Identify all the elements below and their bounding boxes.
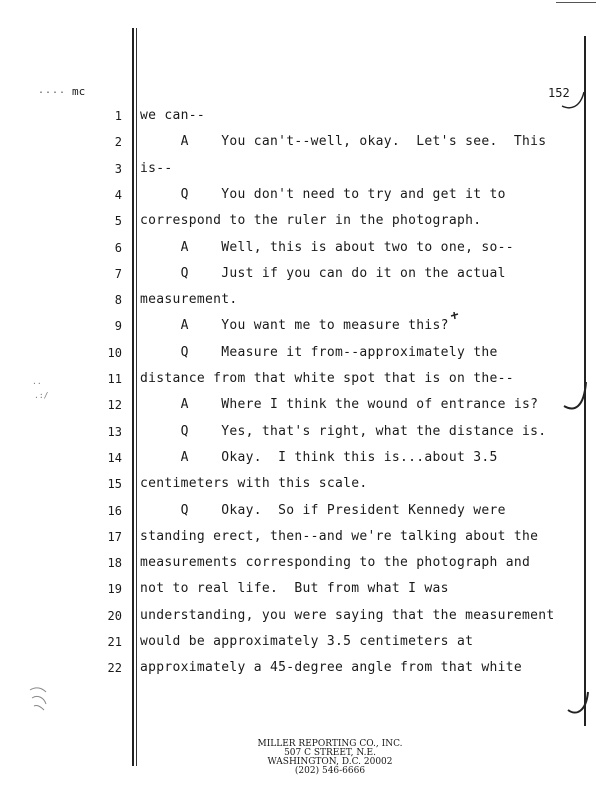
transcript-line: measurements corresponding to the photograph and bbox=[140, 555, 531, 571]
line-number: 11 bbox=[107, 372, 122, 386]
line-number: 6 bbox=[114, 240, 122, 255]
bottom-bracket-mark bbox=[566, 690, 590, 720]
transcript-line: centimeters with this scale. bbox=[140, 476, 368, 492]
transcript-line: A You can't--well, okay. Let's see. This bbox=[140, 134, 547, 150]
line-number: 17 bbox=[107, 529, 122, 544]
line-number: 5 bbox=[114, 214, 122, 229]
transcript-line: A Well, this is about two to one, so-- bbox=[140, 239, 514, 255]
transcript-line: understanding, you were saying that the measurement bbox=[140, 607, 555, 623]
line-number: 12 bbox=[107, 398, 122, 413]
transcript-line: Q You don't need to try and get it to bbox=[140, 186, 506, 202]
transcript-line: not to real life. But from what I was bbox=[140, 581, 449, 597]
left-margin-rule-inner bbox=[136, 28, 137, 766]
transcript-line: A Where I think the wound of entrance is? bbox=[140, 397, 539, 413]
line-number: 21 bbox=[107, 635, 122, 649]
line-number: 10 bbox=[107, 345, 122, 360]
transcript-line: Q Just if you can do it on the actual bbox=[140, 265, 506, 281]
transcript-line: standing erect, then--and we're talking about the bbox=[140, 528, 539, 544]
footer-street: 507 C STREET, N.E. bbox=[284, 748, 376, 758]
transcript-line: A You want me to measure this? bbox=[140, 318, 449, 334]
footer-phone: (202) 546-6666 bbox=[294, 766, 366, 776]
line-number: 22 bbox=[107, 661, 122, 676]
transcript-line: is-- bbox=[140, 160, 173, 176]
line-number: 14 bbox=[107, 450, 122, 465]
line-number: 4 bbox=[114, 187, 122, 202]
footer-city: WASHINGTON, D.C. 20002 bbox=[267, 757, 393, 767]
transcript-line: would be approximately 3.5 centimeters at bbox=[140, 634, 474, 649]
line-number: 7 bbox=[114, 266, 122, 281]
line-number: 16 bbox=[107, 503, 122, 518]
transcript-line: Q Okay. So if President Kennedy were bbox=[140, 502, 506, 518]
left-margin-smudge bbox=[26, 684, 52, 714]
line-number: 13 bbox=[107, 424, 122, 439]
left-margin-rule bbox=[132, 28, 134, 766]
transcript-line: Q Measure it from--approximately the bbox=[140, 344, 498, 360]
line-number: 19 bbox=[107, 582, 122, 597]
transcript-line: Q Yes, that's right, what the distance is. bbox=[140, 423, 547, 439]
line-number: 18 bbox=[107, 556, 122, 571]
svg-text:.:/: .:/ bbox=[34, 391, 49, 400]
header-dots: .... bbox=[38, 85, 67, 96]
svg-text:..: .. bbox=[32, 377, 42, 386]
left-margin-specks bbox=[30, 372, 50, 406]
line-number: 15 bbox=[107, 477, 122, 492]
line-number: 1 bbox=[114, 109, 122, 123]
line-number: 20 bbox=[107, 608, 122, 623]
transcript-line: measurement. bbox=[140, 292, 238, 308]
line-number: 2 bbox=[114, 135, 122, 150]
line-number: 3 bbox=[114, 161, 122, 176]
line-number: 9 bbox=[114, 319, 122, 334]
top-edge-line bbox=[556, 2, 596, 3]
transcript-line: A Okay. I think this is...about 3.5 bbox=[140, 449, 498, 465]
transcript-line: we can-- bbox=[140, 108, 206, 123]
reporter-footer bbox=[250, 740, 410, 776]
page-number: 152 bbox=[548, 86, 570, 100]
transcript-line: correspond to the ruler in the photograph. bbox=[140, 213, 482, 229]
footer-company: MILLER REPORTING CO., INC. bbox=[257, 739, 403, 749]
reporter-initials: mc bbox=[72, 85, 86, 98]
transcript-line: distance from that white spot that is on the-- bbox=[140, 371, 514, 386]
transcript-line: approximately a 45-degree angle from that white bbox=[140, 660, 522, 676]
line-number: 8 bbox=[114, 293, 122, 308]
